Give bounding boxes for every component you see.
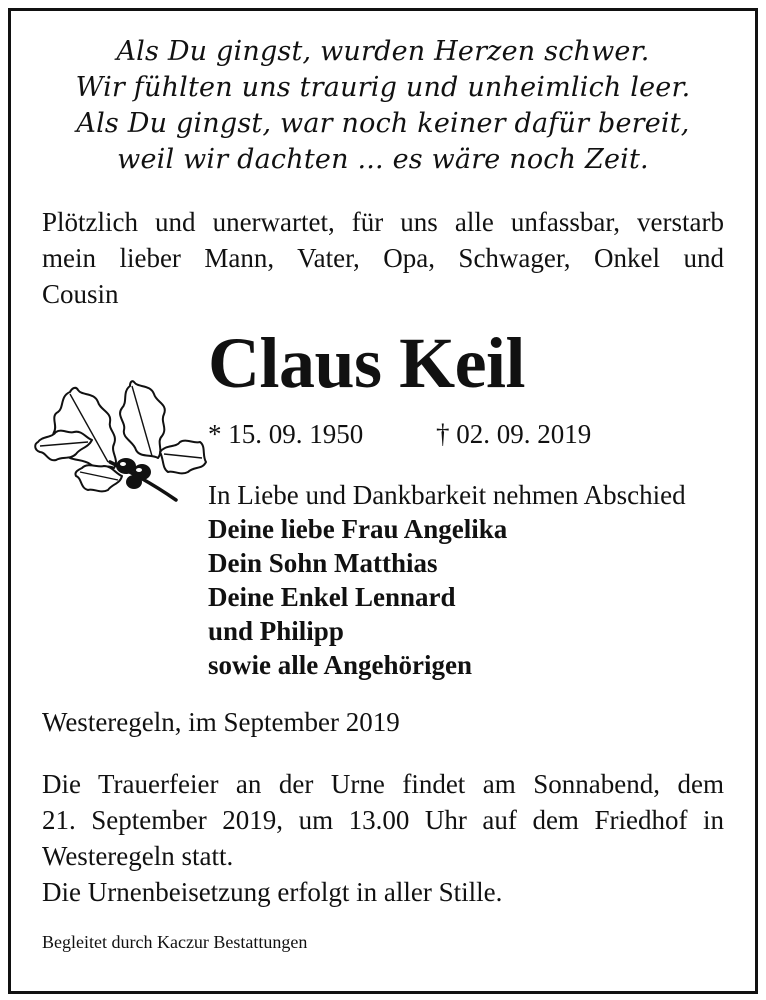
- birth-date: * 15. 09. 1950: [208, 419, 364, 449]
- funeral-home-credit: Begleitet durch Kaczur Bestattungen: [42, 932, 308, 952]
- poem-line: Als Du gingst, war noch keiner dafür bereit,: [76, 108, 690, 139]
- oak-leaf-shape: [120, 381, 165, 458]
- acorn-shape: [126, 475, 142, 489]
- announcement-line: Cousin: [42, 279, 119, 309]
- farewell-block: [208, 478, 686, 682]
- life-dates: [208, 416, 592, 452]
- oak-leaves-with-acorns-icon: [30, 372, 210, 508]
- poem-line: Als Du gingst, wurden Herzen schwer.: [116, 36, 650, 67]
- mourner-line: Deine Enkel Lennard: [208, 582, 456, 612]
- acorn-highlight: [120, 462, 126, 466]
- announcement-line: Plötzlich und unerwartet, für uns alle unfassbar, verstarb: [42, 207, 724, 237]
- service-line: Westeregeln statt.: [42, 841, 234, 871]
- deceased-name: Claus Keil: [208, 323, 526, 403]
- mourner-line: und Philipp: [208, 616, 344, 646]
- service-line: Die Urnenbeisetzung erfolgt in aller Stille.: [42, 877, 503, 907]
- farewell-intro: In Liebe und Dankbarkeit nehmen Abschied: [208, 480, 686, 510]
- acorn-shape: [116, 458, 136, 474]
- mourner-line: Deine liebe Frau Angelika: [208, 514, 508, 544]
- memorial-poem: [0, 34, 766, 178]
- funeral-service-info: [42, 766, 724, 910]
- death-date: † 02. 09. 2019: [436, 419, 592, 449]
- announcement-line: mein lieber Mann, Vater, Opa, Schwager, Onkel und: [42, 243, 724, 273]
- place-and-date: Westeregeln, im September 2019: [42, 707, 400, 737]
- death-announcement: [42, 204, 724, 312]
- acorn-highlight: [136, 468, 142, 472]
- poem-line: Wir fühlten uns traurig und unheimlich leer.: [75, 72, 691, 103]
- oak-leaf-shape: [75, 465, 122, 491]
- service-line: 21. September 2019, um 13.00 Uhr auf dem Friedhof in: [42, 805, 724, 835]
- mourner-line: Dein Sohn Matthias: [208, 548, 438, 578]
- mourner-line: sowie alle Angehörigen: [208, 650, 472, 680]
- service-line: Die Trauerfeier an der Urne findet am Sonnabend, dem: [42, 769, 724, 799]
- poem-line: weil wir dachten ... es wäre noch Zeit.: [117, 144, 649, 175]
